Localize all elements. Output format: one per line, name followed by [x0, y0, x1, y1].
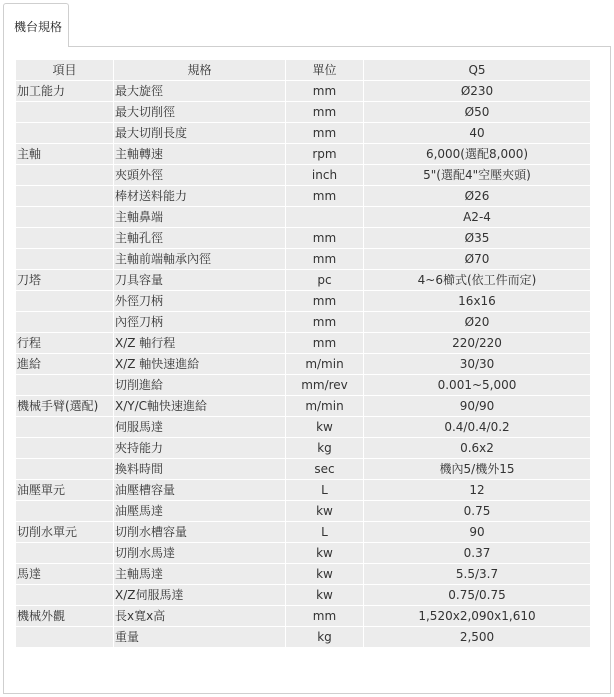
cell-unit: L	[286, 522, 364, 543]
cell-spec: 外徑刀柄	[114, 291, 286, 312]
cell-spec: 夾持能力	[114, 438, 286, 459]
cell-value: Ø26	[364, 186, 590, 207]
cell-spec: 主軸馬達	[114, 564, 286, 585]
cell-unit: mm	[286, 291, 364, 312]
cell-value: 0.37	[364, 543, 590, 564]
cell-unit: mm	[286, 312, 364, 333]
cell-spec: 重量	[114, 627, 286, 648]
cell-spec: 切削進給	[114, 375, 286, 396]
spec-panel	[3, 46, 611, 694]
cell-spec: 最大切削長度	[114, 123, 286, 144]
cell-item	[16, 186, 114, 207]
cell-unit: pc	[286, 270, 364, 291]
cell-spec: 長x寬x高	[114, 606, 286, 627]
table-row	[16, 144, 590, 165]
cell-item: 刀塔	[16, 270, 114, 291]
cell-spec: X/Z伺服馬達	[114, 585, 286, 606]
cell-unit: m/min	[286, 354, 364, 375]
table-row	[16, 396, 590, 417]
cell-spec: 夾頭外徑	[114, 165, 286, 186]
cell-item: 油壓單元	[16, 480, 114, 501]
cell-unit: mm	[286, 228, 364, 249]
table-row	[16, 228, 590, 249]
cell-unit: mm	[286, 102, 364, 123]
cell-unit: mm	[286, 333, 364, 354]
table-row	[16, 606, 590, 627]
cell-spec: 內徑刀柄	[114, 312, 286, 333]
cell-value: 220/220	[364, 333, 590, 354]
spec-table	[16, 60, 590, 648]
cell-value: 4~6櫛式(依工件而定)	[364, 270, 590, 291]
table-header-row	[16, 60, 590, 81]
cell-value: 16x16	[364, 291, 590, 312]
cell-value: A2-4	[364, 207, 590, 228]
cell-value: 2,500	[364, 627, 590, 648]
cell-value: Ø20	[364, 312, 590, 333]
cell-spec: X/Y/C軸快速進給	[114, 396, 286, 417]
cell-item	[16, 459, 114, 480]
cell-item: 機械外觀	[16, 606, 114, 627]
table-row	[16, 333, 590, 354]
cell-value: 90/90	[364, 396, 590, 417]
cell-unit	[286, 207, 364, 228]
cell-unit: L	[286, 480, 364, 501]
cell-value: 12	[364, 480, 590, 501]
table-row	[16, 102, 590, 123]
cell-unit: mm	[286, 606, 364, 627]
cell-item: 行程	[16, 333, 114, 354]
table-row	[16, 123, 590, 144]
cell-spec: 主軸孔徑	[114, 228, 286, 249]
cell-spec: 切削水槽容量	[114, 522, 286, 543]
cell-item: 切削水單元	[16, 522, 114, 543]
cell-unit: sec	[286, 459, 364, 480]
table-row	[16, 459, 590, 480]
cell-value: Ø230	[364, 81, 590, 102]
cell-item	[16, 249, 114, 270]
table-row	[16, 186, 590, 207]
table-row	[16, 270, 590, 291]
table-row	[16, 438, 590, 459]
cell-item: 機械手臂(選配)	[16, 396, 114, 417]
cell-item: 進給	[16, 354, 114, 375]
cell-item	[16, 375, 114, 396]
cell-value: Ø70	[364, 249, 590, 270]
cell-item: 加工能力	[16, 81, 114, 102]
cell-value: 機內5/機外15	[364, 459, 590, 480]
cell-item	[16, 543, 114, 564]
cell-item	[16, 501, 114, 522]
cell-spec: 主軸前端軸承內徑	[114, 249, 286, 270]
table-row	[16, 312, 590, 333]
table-row	[16, 81, 590, 102]
table-row	[16, 354, 590, 375]
table-row	[16, 165, 590, 186]
cell-unit: kg	[286, 438, 364, 459]
header-unit: 單位	[286, 60, 364, 81]
table-row	[16, 543, 590, 564]
cell-item	[16, 627, 114, 648]
cell-item	[16, 417, 114, 438]
table-row	[16, 207, 590, 228]
cell-unit: mm	[286, 81, 364, 102]
cell-spec: 主軸鼻端	[114, 207, 286, 228]
cell-value: 0.75/0.75	[364, 585, 590, 606]
cell-spec: 最大旋徑	[114, 81, 286, 102]
cell-value: 30/30	[364, 354, 590, 375]
cell-unit: m/min	[286, 396, 364, 417]
cell-unit: kg	[286, 627, 364, 648]
table-row	[16, 501, 590, 522]
cell-spec: X/Z 軸快速進給	[114, 354, 286, 375]
cell-value: 0.6x2	[364, 438, 590, 459]
cell-unit: rpm	[286, 144, 364, 165]
cell-value: 0.4/0.4/0.2	[364, 417, 590, 438]
cell-item	[16, 228, 114, 249]
cell-unit: mm	[286, 123, 364, 144]
cell-unit: kw	[286, 501, 364, 522]
cell-unit: mm	[286, 186, 364, 207]
cell-spec: 主軸轉速	[114, 144, 286, 165]
cell-item	[16, 165, 114, 186]
cell-spec: 油壓槽容量	[114, 480, 286, 501]
cell-unit: kw	[286, 543, 364, 564]
header-item: 項目	[16, 60, 114, 81]
table-row	[16, 249, 590, 270]
cell-item	[16, 585, 114, 606]
cell-spec: X/Z 軸行程	[114, 333, 286, 354]
table-row	[16, 375, 590, 396]
cell-value: 5"(選配4"空壓夾頭)	[364, 165, 590, 186]
table-row	[16, 522, 590, 543]
cell-unit: inch	[286, 165, 364, 186]
tab-label: 機台規格	[14, 20, 63, 34]
table-row	[16, 291, 590, 312]
tab-machine-specs[interactable]	[3, 3, 69, 47]
cell-spec: 刀具容量	[114, 270, 286, 291]
cell-unit: mm	[286, 249, 364, 270]
cell-unit: kw	[286, 417, 364, 438]
cell-item: 主軸	[16, 144, 114, 165]
cell-value: Ø35	[364, 228, 590, 249]
cell-item	[16, 312, 114, 333]
cell-unit: kw	[286, 564, 364, 585]
cell-spec: 最大切削徑	[114, 102, 286, 123]
table-row	[16, 564, 590, 585]
header-spec: 規格	[114, 60, 286, 81]
cell-spec: 切削水馬達	[114, 543, 286, 564]
cell-value: 6,000(選配8,000)	[364, 144, 590, 165]
cell-value: Ø50	[364, 102, 590, 123]
table-row	[16, 417, 590, 438]
cell-value: 90	[364, 522, 590, 543]
cell-item: 馬達	[16, 564, 114, 585]
cell-spec: 油壓馬達	[114, 501, 286, 522]
table-row	[16, 627, 590, 648]
header-model: Q5	[364, 60, 590, 81]
cell-value: 40	[364, 123, 590, 144]
cell-item	[16, 438, 114, 459]
cell-unit: kw	[286, 585, 364, 606]
spec-table-body	[16, 81, 590, 648]
cell-spec: 換料時間	[114, 459, 286, 480]
table-row	[16, 585, 590, 606]
cell-spec: 棒材送料能力	[114, 186, 286, 207]
cell-spec: 伺服馬達	[114, 417, 286, 438]
cell-item	[16, 123, 114, 144]
table-row	[16, 480, 590, 501]
cell-item	[16, 102, 114, 123]
cell-value: 5.5/3.7	[364, 564, 590, 585]
cell-value: 0.001~5,000	[364, 375, 590, 396]
cell-item	[16, 291, 114, 312]
cell-value: 1,520x2,090x1,610	[364, 606, 590, 627]
cell-unit: mm/rev	[286, 375, 364, 396]
cell-value: 0.75	[364, 501, 590, 522]
cell-item	[16, 207, 114, 228]
